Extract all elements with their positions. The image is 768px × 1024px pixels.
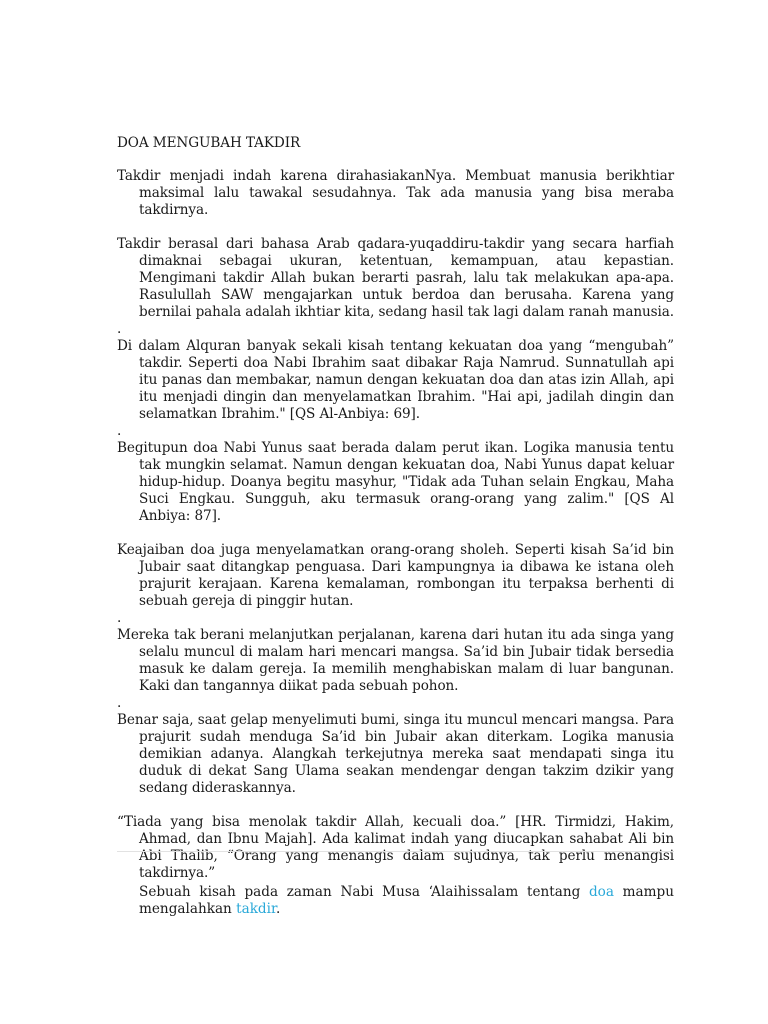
document-title: DOA MENGUBAH TAKDIR [117, 135, 301, 151]
paragraph: Takdir menjadi indah karena dirahasiakanNya. Membuat manusia berikhtiar maksimal lalu tawakal sesudahnya. Tak ada manusia yang bisa meraba takdirnya. [117, 168, 674, 218]
related-story-teaser [139, 884, 674, 918]
divider [117, 851, 674, 852]
paragraph: Takdir berasal dari bahasa Arab qadara-yuqaddiru-takdir yang secara harfiah dimaknai sebagai ukuran, ketentuan, kemampuan, atau kepastian. Mengimani takdir Allah bukan berarti pasrah, lalu tak melakukan apa-apa. Rasulullah SAW mengajarkan untuk berdoa dan berusaha. Karena yang bernilai pahala adalah ikhtiar kita, sedang hasil tak lagi dalam ranah manusia. [117, 236, 674, 320]
paragraph-gap [117, 797, 674, 814]
paragraph-gap [117, 525, 674, 542]
teaser-text-after: . [275, 901, 281, 917]
dot-separator: . [117, 610, 122, 626]
paragraph: Mereka tak berani melanjutkan perjalanan, karena dari hutan itu ada singa yang selalu muncul di malam hari mencari mangsa. Sa’id bin Jubair tidak bersedia masuk ke dalam gereja. Ia memilih menghabiskan malam di luar bangunan. Kaki dan tangannya diikat pada sebuah pohon. [117, 627, 674, 694]
dot-separator: . [117, 423, 122, 439]
paragraph: Di dalam Alquran banyak sekali kisah tentang kekuatan doa yang “mengubah” takdir. Seperti doa Nabi Ibrahim saat dibakar Raja Namrud. Sunnatullah api itu panas dan membakar, namun dengan kekuatan doa dan atas izin Allah, api itu menjadi dingin dan menyelamatkan Ibrahim. "Hai api, jadilah dingin dan selamatkan Ibrahim." [QS Al-Anbiya: 69]. [117, 338, 674, 422]
paragraph: Benar saja, saat gelap menyelimuti bumi, singa itu muncul mencari mangsa. Para prajurit sudah menduga Sa’id bin Jubair akan diterkam. Logika manusia demikian adanya. Alangkah terkejutnya mereka saat mendapati singa itu duduk di dekat Sang Ulama seakan mendengar dengan takzim dzikir yang sedang dideraskannya. [117, 712, 674, 796]
paragraph: “Tiada yang bisa menolak takdir Allah, kecuali doa.” [HR. Tirmidzi, Hakim, Ahmad, dan Ibnu Majah]. Ada kalimat indah yang diucapkan sahabat Ali bin Abi Thalib, “Orang yang menangis dalam sujudnya, tak perlu menangisi takdirnya.” [117, 814, 674, 881]
document-body [117, 135, 674, 882]
teaser-text-before: Sebuah kisah pada zaman Nabi Musa ‘Alaihissalam tentang [139, 884, 589, 900]
doa-link[interactable]: doa [588, 884, 614, 900]
takdir-link[interactable]: takdir [236, 901, 276, 917]
dot-separator: . [117, 321, 122, 337]
dot-separator: . [117, 695, 122, 711]
paragraph-gap [117, 219, 674, 236]
paragraph: Begitupun doa Nabi Yunus saat berada dalam perut ikan. Logika manusia tentu tak mungkin selamat. Namun dengan kekuatan doa, Nabi Yunus dapat keluar hidup-hidup. Doanya begitu masyhur, "Tidak ada Tuhan selain Engkau, Maha Suci Engkau. Sungguh, aku termasuk orang-orang yang zalim." [QS Al Anbiya: 87]. [117, 440, 674, 524]
teaser-text-middle: mampu mengalahkan [139, 884, 674, 917]
paragraph: Keajaiban doa juga menyelamatkan orang-orang sholeh. Seperti kisah Sa’id bin Jubair saat ditangkap penguasa. Dari kampungnya ia dibawa ke istana oleh prajurit kerajaan. Karena kemalaman, rombongan itu terpaksa berhenti di sebuah gereja di pinggir hutan. [117, 542, 674, 609]
